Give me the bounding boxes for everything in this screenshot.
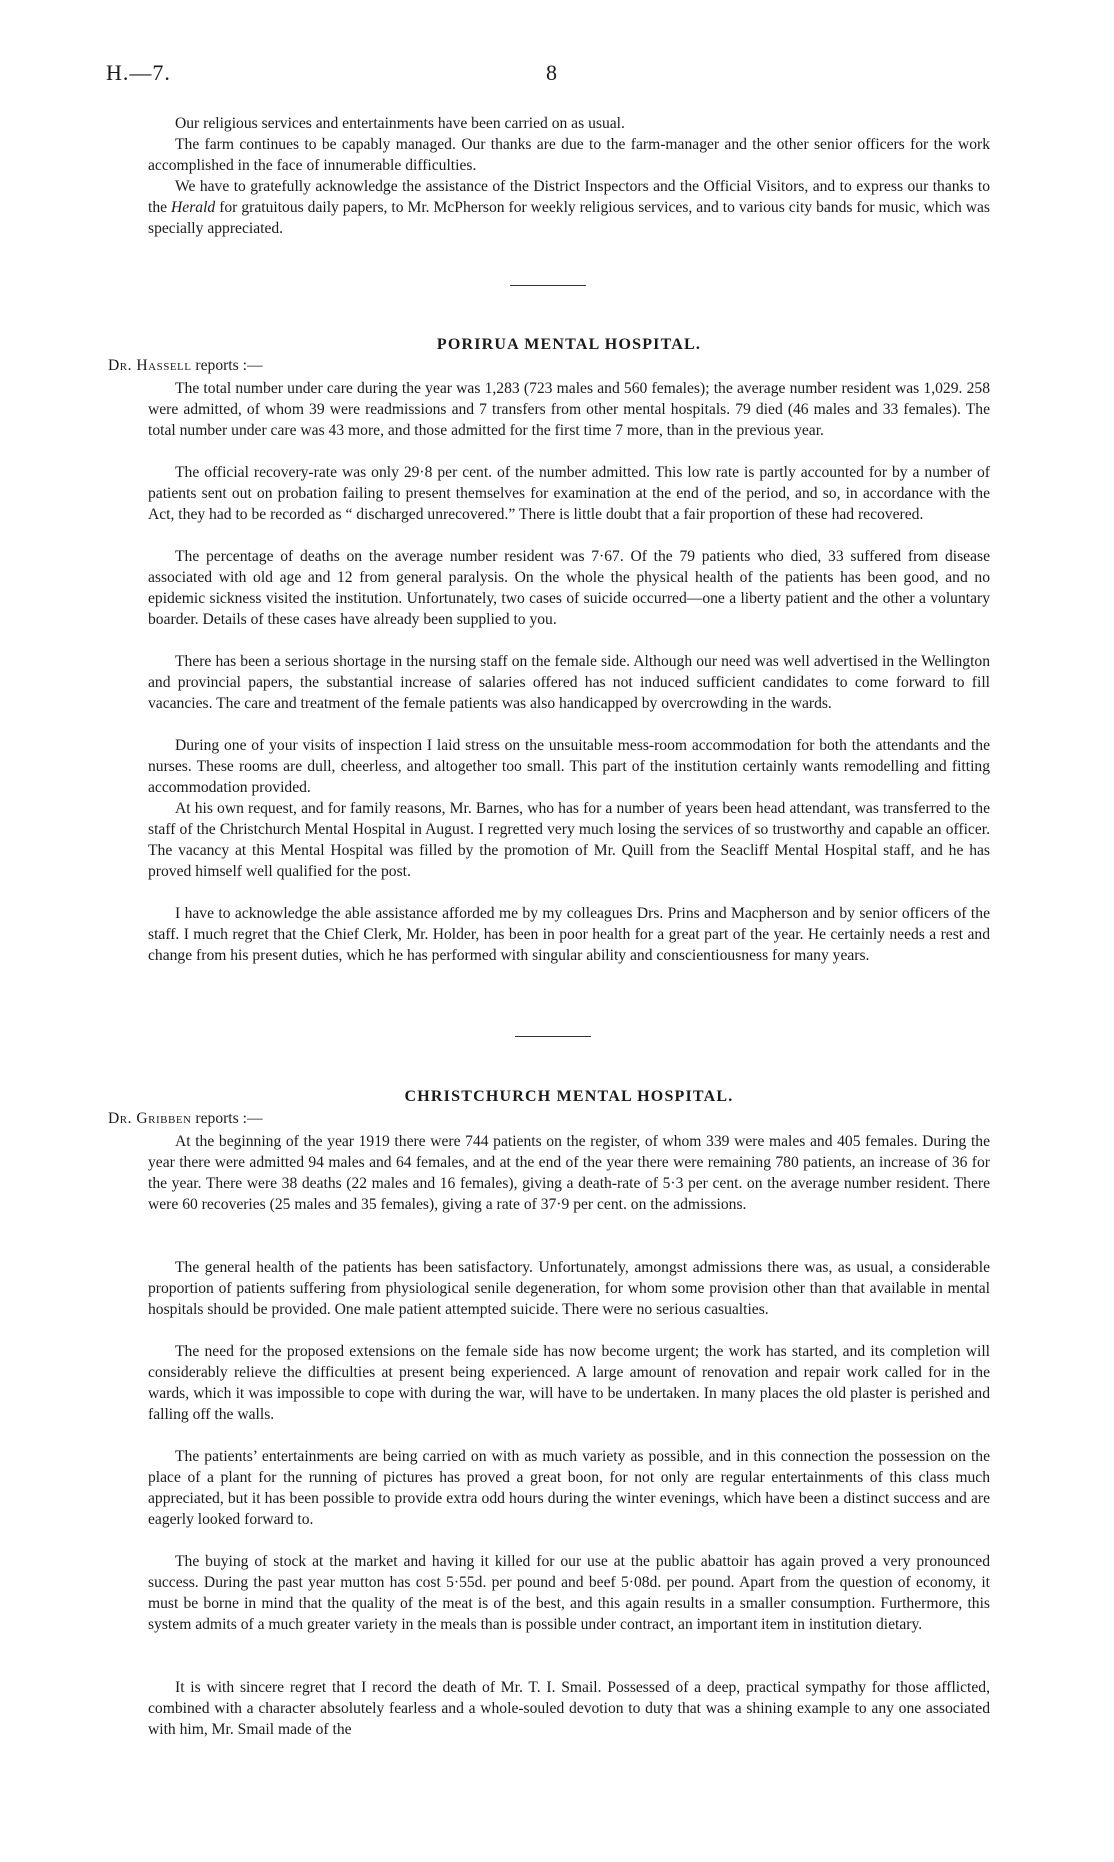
section-divider	[515, 1036, 591, 1037]
porirua-paragraph-5: During one of your visits of inspection I laid stress on the unsuitable mess-room accommodation for both the attendants and the nurses. These rooms are dull, cheerless, and altogether too small. This part of the institution certainly wants remodelling and fitting accommodation provided.	[148, 737, 990, 796]
christchurch-paragraph-3: The need for the proposed extensions on the female side has now become urgent; the work has started, and its completion will considerably relieve the difficulties at present being experienced. A large amount of renovation and repair work called for in the wards, which it was impossible to cope with during the war, will have to be undertaken. In many places the old plaster is perished and falling off the walls.	[148, 1343, 990, 1423]
porirua-paragraph-7: I have to acknowledge the able assistance afforded me by my colleagues Drs. Prins and Macpherson and by senior officers of the staff. I much regret that the Chief Clerk, Mr. Holder, has been in poor health for a great part of the year. He certainly needs a rest and change from his present duties, which he has performed with singular ability and conscientiousness for many years.	[148, 905, 990, 964]
porirua-paragraph-2: The official recovery-rate was only 29·8 per cent. of the number admitted. This low rate is partly accounted for by a number of patients sent out on probation failing to present themselves for examination at the end of the period, and so, in accordance with the Act, they had to be recorded as “ discharged unrecovered.” There is little doubt that a fair proportion of these had recovered.	[148, 464, 990, 523]
porirua-reporter-line	[108, 357, 263, 375]
christchurch-paragraph-6: It is with sincere regret that I record the death of Mr. T. I. Smail. Possessed of a deep, practical sympathy for those afflicted, combined with a character absolutely fearless and a whole-souled devotion to duty that was a shining example to any one associated with him, Mr. Smail made of the	[148, 1679, 990, 1738]
intro-paragraph-3	[148, 176, 990, 239]
page-number: 8	[546, 60, 557, 85]
intro-paragraph-2: The farm continues to be capably managed. Our thanks are due to the farm-manager and the other senior officers for the work accomplished in the face of innumerable difficulties.	[148, 136, 990, 174]
porirua-reporter-name: Dr. Hassell	[108, 357, 192, 374]
christchurch-reporter-line	[108, 1110, 263, 1128]
section-divider	[510, 285, 586, 286]
herald-newspaper-name: Herald	[171, 199, 216, 216]
christchurch-reporter-suffix: reports :—	[195, 1110, 263, 1127]
intro-paragraph-1: Our religious services and entertainments have been carried on as usual.	[175, 115, 625, 132]
intro-paragraph-3-head: We have to gratefully acknowledge the assistance of the District Inspectors and the Official Visitors, and to express our thanks to the	[148, 178, 990, 216]
christchurch-reporter-name: Dr. Gribben	[108, 1110, 192, 1127]
porirua-section-title: PORIRUA MENTAL HOSPITAL.	[436, 336, 702, 353]
porirua-paragraph-3: The percentage of deaths on the average number resident was 7·67. Of the 79 patients who died, 33 suffered from disease associated with old age and 12 from general paralysis. On the whole the physical health of the patients has been good, and no epidemic sickness visited the institution. Unfortunately, two cases of suicide occurred—one a liberty patient and the other a voluntary boarder. Details of these cases have already been supplied to you.	[148, 548, 990, 628]
christchurch-section-title: CHRISTCHURCH MENTAL HOSPITAL.	[404, 1088, 734, 1105]
porirua-paragraph-6: At his own request, and for family reasons, Mr. Barnes, who has for a number of years been head attendant, was transferred to the staff of the Christchurch Mental Hospital in August. I regretted very much losing the services of so trustworthy and capable an officer. The vacancy at this Mental Hospital was filled by the promotion of Mr. Quill from the Seacliff Mental Hospital staff, and he has proved himself well qualified for the post.	[148, 800, 990, 880]
intro-paragraph-3-tail: for gratuitous daily papers, to Mr. McPherson for weekly religious services, and to various city bands for music, which was specially appreciated.	[148, 199, 990, 237]
porirua-paragraph-4: There has been a serious shortage in the nursing staff on the female side. Although our need was well advertised in the Wellington and provincial papers, the substantial increase of salaries offered has not induced sufficient candidates to come forward to fill vacancies. The care and treatment of the female patients was also handicapped by overcrowding in the wards.	[148, 653, 990, 712]
porirua-reporter-suffix: reports :—	[195, 357, 263, 374]
christchurch-paragraph-1: At the beginning of the year 1919 there were 744 patients on the register, of whom 339 were males and 405 females. During the year there were admitted 94 males and 64 females, and at the end of the year there were remaining 780 patients, an increase of 36 for the year. There were 38 deaths (22 males and 16 females), giving a death-rate of 5·3 per cent. on the average number resident. There were 60 recoveries (25 males and 35 females), giving a rate of 37·9 per cent. on the admissions.	[148, 1133, 990, 1213]
document-reference: H.—7.	[106, 60, 171, 85]
christchurch-paragraph-5: The buying of stock at the market and having it killed for our use at the public abattoir has again proved a very pronounced success. During the past year mutton has cost 5·55d. per pound and beef 5·08d. per pound. Apart from the question of economy, it must be borne in mind that the quality of the meat is of the best, and this again results in a smaller consumption. Furthermore, this system admits of a much greater variety in the meals than is possible under contract, an important item in institution dietary.	[148, 1553, 990, 1633]
christchurch-paragraph-2: The general health of the patients has been satisfactory. Unfortunately, amongst admissions there was, as usual, a considerable proportion of patients suffering from physiological senile degeneration, for whom some provision other than that available in mental hospitals should be provided. One male patient attempted suicide. There were no serious casualties.	[148, 1259, 990, 1318]
christchurch-paragraph-4: The patients’ entertainments are being carried on with as much variety as possible, and in this connection the possession on the place of a plant for the running of pictures has proved a great boon, for not only are regular entertainments of this class much appreciated, but it has been possible to provide extra odd hours during the winter evenings, which have been a distinct success and are eagerly looked forward to.	[148, 1448, 990, 1528]
page-header	[0, 60, 1114, 90]
porirua-paragraph-1: The total number under care during the year was 1,283 (723 males and 560 females); the average number resident was 1,029. 258 were admitted, of whom 39 were readmissions and 7 transfers from other mental hospitals. 79 died (46 males and 33 females). The total number under care was 43 more, and those admitted for the first time 7 more, than in the previous year.	[148, 380, 990, 439]
